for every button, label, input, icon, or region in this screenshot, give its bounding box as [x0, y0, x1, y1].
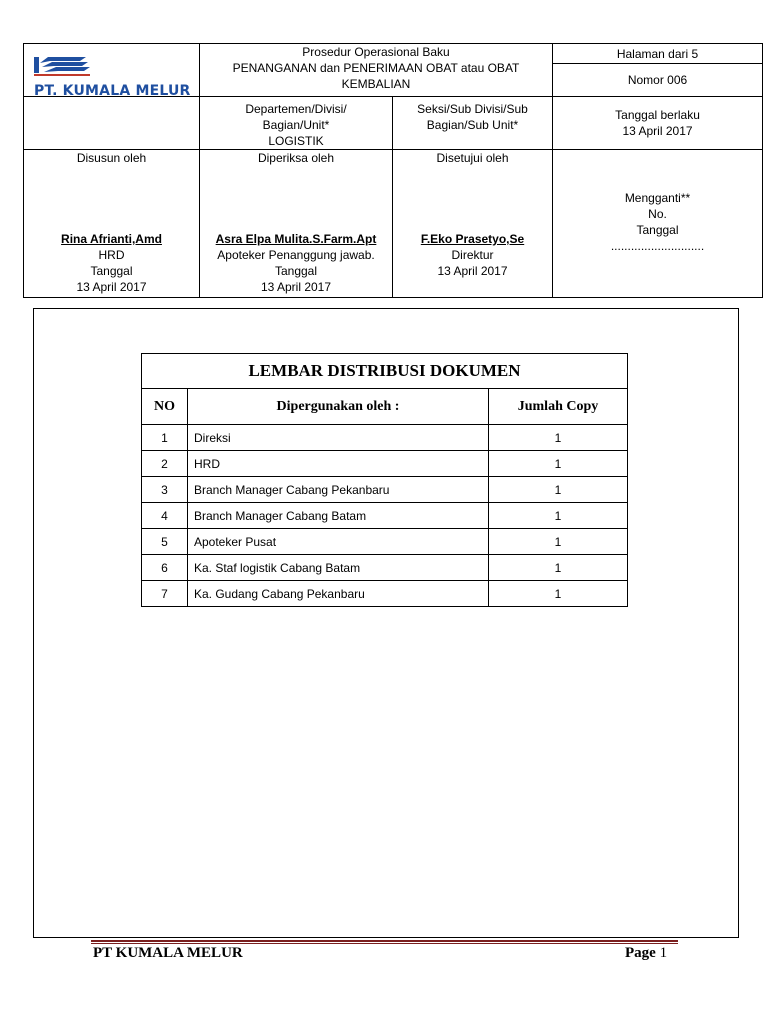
company-logo-icon: [34, 55, 90, 77]
effective-date-cell: [553, 97, 763, 150]
approved-by-name: F.Eko Prasetyo,Se: [420, 232, 525, 246]
row-no: 5: [142, 529, 188, 555]
column-header-copies: Jumlah Copy: [489, 389, 628, 425]
row-used-by: HRD: [188, 451, 489, 477]
footer-company: PT KUMALA MELUR: [93, 945, 243, 961]
prepared-by-name: Rina Afrianti,Amd: [61, 232, 162, 246]
footer-rule: [91, 940, 678, 942]
department-line2: Bagian/Unit*: [262, 118, 330, 132]
prepared-by-role: HRD: [98, 248, 125, 262]
footer-rule-thin: [91, 943, 678, 944]
approved-by-cell: [393, 150, 553, 298]
table-row: [142, 451, 628, 477]
table-row: [142, 529, 628, 555]
row-no: 2: [142, 451, 188, 477]
department-line3: LOGISTIK: [268, 134, 324, 148]
footer-page: [625, 945, 667, 962]
checked-by-cell: [200, 150, 393, 298]
checked-by-label: Diperiksa oleh: [257, 151, 335, 165]
approved-by-role: Direktur: [451, 248, 494, 262]
sop-title-line3: KEMBALIAN: [341, 77, 411, 91]
replaces-dots: ............................: [610, 239, 705, 253]
approved-by-label: Disetujui oleh: [436, 151, 509, 165]
row-copies: 1: [489, 425, 628, 451]
department-line1: Departemen/Divisi/: [245, 102, 347, 116]
section-line1: Seksi/Sub Divisi/Sub: [417, 102, 528, 116]
prepared-by-label: Disusun oleh: [76, 151, 147, 165]
row-used-by: Branch Manager Cabang Batam: [188, 503, 489, 529]
replaces-no: No.: [648, 207, 667, 221]
section-line2: Bagian/Sub Unit*: [426, 118, 519, 132]
prepared-by-cell: [24, 150, 200, 298]
department-cell: [200, 97, 393, 150]
row-copies: 1: [489, 503, 628, 529]
row-used-by: Ka. Gudang Cabang Pekanbaru: [188, 581, 489, 607]
row-used-by: Ka. Staf logistik Cabang Batam: [188, 555, 489, 581]
row-no: 1: [142, 425, 188, 451]
column-header-no: NO: [142, 389, 188, 425]
row-used-by: Direksi: [188, 425, 489, 451]
table-row: [142, 581, 628, 607]
sop-title-line1: Prosedur Operasional Baku: [302, 45, 450, 59]
column-header-used-by: Dipergunakan oleh :: [188, 389, 489, 425]
checked-by-role: Apoteker Penanggung jawab.: [217, 248, 375, 262]
table-row: [142, 477, 628, 503]
row-no: 3: [142, 477, 188, 503]
replaces-label: Mengganti**: [624, 191, 691, 205]
sop-title-line2: PENANGANAN dan PENERIMAAN OBAT atau OBAT: [232, 61, 520, 75]
company-name: PT. KUMALA MELUR: [34, 83, 191, 99]
section-cell: [393, 97, 553, 150]
footer-page-number: 1: [659, 945, 668, 961]
row-copies: 1: [489, 581, 628, 607]
effective-date: 13 April 2017: [622, 124, 693, 138]
table-row: [142, 503, 628, 529]
table-row: [142, 425, 628, 451]
footer-page-label: Page: [625, 945, 656, 961]
distribution-table: [141, 353, 628, 607]
document-header-table: [23, 43, 763, 298]
prepared-by-date-label: Tanggal: [90, 264, 133, 278]
row-copies: 1: [489, 555, 628, 581]
row-copies: 1: [489, 529, 628, 555]
checked-by-name: Asra Elpa Mulita.S.Farm.Apt: [215, 232, 377, 246]
row-no: 6: [142, 555, 188, 581]
checked-by-date: 13 April 2017: [260, 280, 332, 294]
row-no: 7: [142, 581, 188, 607]
page-info: Halaman dari 5: [553, 44, 763, 64]
approved-by-date: 13 April 2017: [437, 264, 508, 278]
row-used-by: Apoteker Pusat: [188, 529, 489, 555]
effective-label: Tanggal berlaku: [615, 108, 700, 122]
row-no: 4: [142, 503, 188, 529]
checked-by-date-label: Tanggal: [274, 264, 318, 278]
document-number: Nomor 006: [553, 64, 763, 97]
row-copies: 1: [489, 477, 628, 503]
table-row: [142, 555, 628, 581]
replaces-date-label: Tanggal: [636, 223, 679, 237]
row-copies: 1: [489, 451, 628, 477]
distribution-title: LEMBAR DISTRIBUSI DOKUMEN: [142, 354, 628, 389]
prepared-by-date: 13 April 2017: [76, 280, 147, 294]
row-used-by: Branch Manager Cabang Pekanbaru: [188, 477, 489, 503]
replaces-cell: [553, 150, 763, 298]
sop-title-cell: [200, 44, 553, 97]
